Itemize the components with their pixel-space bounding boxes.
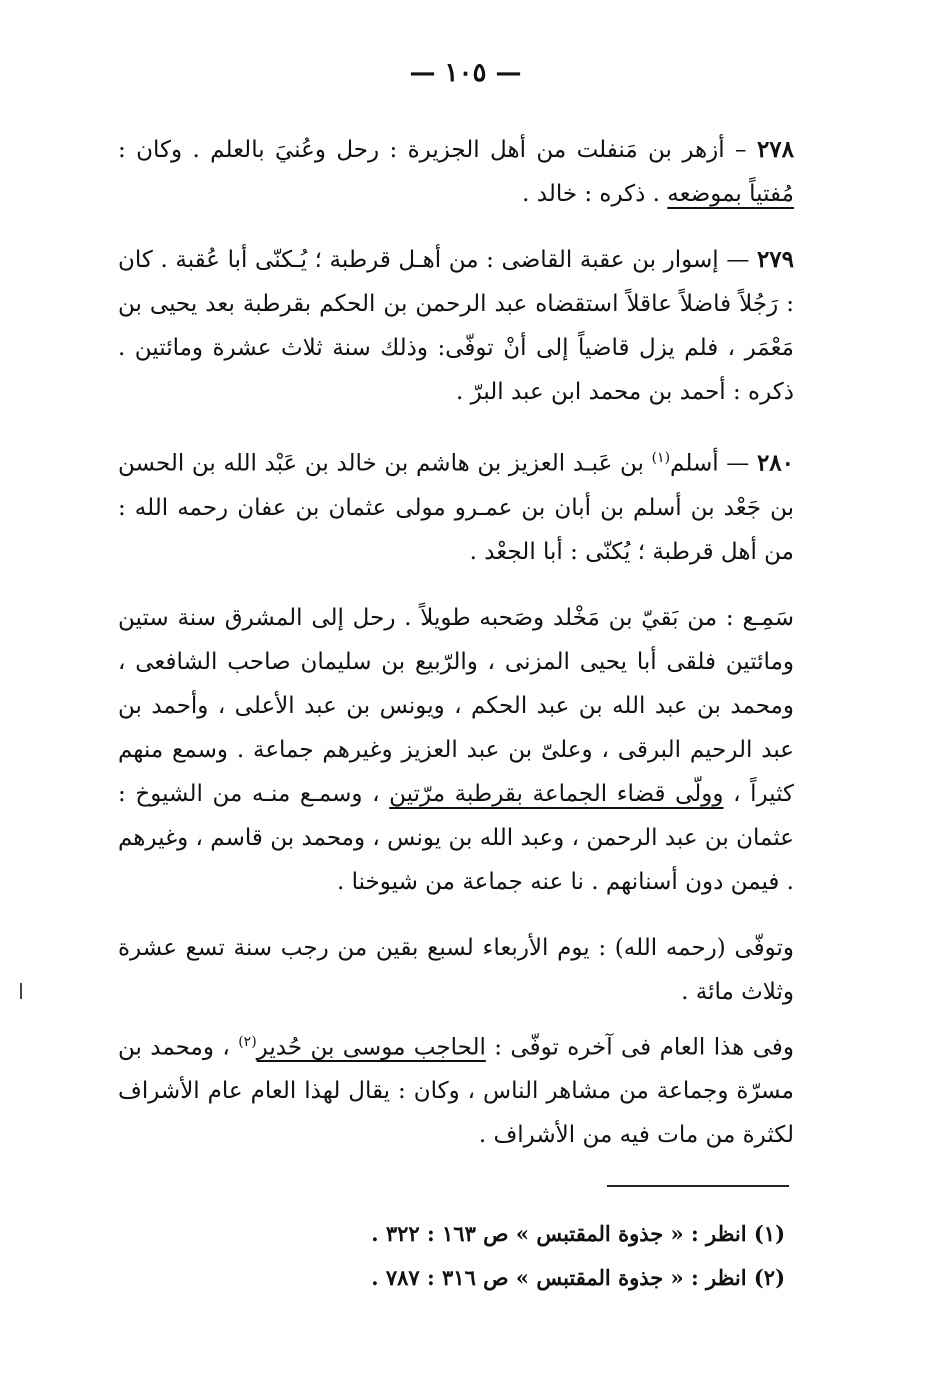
entry-text: . ذكره : خالد .	[522, 181, 668, 207]
footnote-ref: (١)	[651, 450, 671, 466]
entry-number: ٢٨٠	[756, 449, 794, 477]
entry-text: — أسلم	[670, 450, 757, 477]
footnotes	[300, 1212, 785, 1300]
paragraph-text: ، وسمـع منـه من الشيوخ : عثمان بن عبد الرحمن ، وعبد الله بن يونس ، ومحمد بن قاسم ، وغيرهم . فيمن دون أسنانهم . نا عنه جماعة من شيوخنا .	[118, 780, 794, 895]
entry-278	[118, 128, 794, 216]
footnote-1: (١) انظر : « جذوة المقتبس » ص ١٦٣ : ٣٢٢ .	[371, 1221, 785, 1246]
entry-number: ٢٧٩	[756, 246, 794, 273]
footnote-ref: (٢)	[238, 1033, 257, 1050]
footnote-2: (٢) انظر : « جذوة المقتبس » ص ٣١٦ : ٧٨٧ .	[371, 1265, 785, 1290]
entry-number: ٢٧٨	[756, 136, 794, 163]
paragraph-text: وفى هذا العام فى آخره توفّى :	[485, 1034, 794, 1061]
page-number: — ١٠٥ —	[409, 58, 522, 88]
underlined-phrase: وولّى قضاء الجماعة بقرطبة مرّتين	[389, 780, 724, 807]
paragraph-text: سَمِـع : من بَقيّ بن مَخْلد وصَحبه طويلاً . رحل إلى المشرق سنة ستين ومائتين فلقى أبا يحيى المزنى ، والرّبيع بن سليمان صاحب الشافعى ، ومحمد بن عبد الله بن عبد الحكم ، ويونس بن عبد الأعلى ، وأحمد بن عبد الرحيم البرقى ، وعلىّ بن عبد العزيز وغيرهم جماعة . وسمع منهم كثيراً ،	[118, 604, 794, 807]
margin-mark	[20, 983, 22, 999]
entry-text: — إسوار بن عقبة القاضى : من أهـل قرطبة ؛ يُـكنّى أبا عُقبة . كان : رَجُلاً فاضلاً عاقلاً استقضاه عبد الرحمن بن الحكم بقرطبة بعد يحيى بن مَعْمَر ، فلم يزل قاضياً إلى أنْ توفّى: وذلك سنة ثلاث عشرة ومائتين . ذكره : أحمد بن محمد ابن عبد البرّ .	[118, 247, 794, 405]
entry-text: – أزهر بن مَنفلت من أهل الجزيرة : رحل وعُنيَ بالعلم . وكان :	[118, 137, 757, 163]
paragraph-year	[118, 1020, 794, 1158]
entry-280	[118, 436, 794, 574]
paragraph-sama	[118, 596, 794, 904]
underlined-phrase: الحاجب موسى بن حُدير	[256, 1034, 486, 1061]
underlined-phrase: مُفتياً بموضعه	[667, 181, 794, 207]
footnote-divider	[607, 1185, 789, 1187]
paragraph-death	[118, 926, 794, 1014]
paragraph-text: وتوفّى (رحمه الله) : يوم الأربعاء لسبع بقين من رجب سنة تسع عشرة وثلاث مائة .	[118, 934, 794, 1005]
entry-279	[118, 238, 794, 414]
page-body	[118, 128, 794, 1179]
paragraph-text: ، ومحمد بن مسرّة وجماعة من مشاهر الناس ، وكان : يقال لهذا العام عام الأشراف لكثرة من مات فيه من الأشراف .	[118, 1034, 794, 1149]
entry-text: بن عَبـد العزيز بن هاشم بن خالد بن عَبْد الله بن الحسن بن جَعْد بن أسلم بن أبان بن عمـرو مولى عثمان بن عفان رحمه الله : من أهل قرطبة ؛ يُكنّى : أبا الجعْد .	[118, 450, 794, 565]
